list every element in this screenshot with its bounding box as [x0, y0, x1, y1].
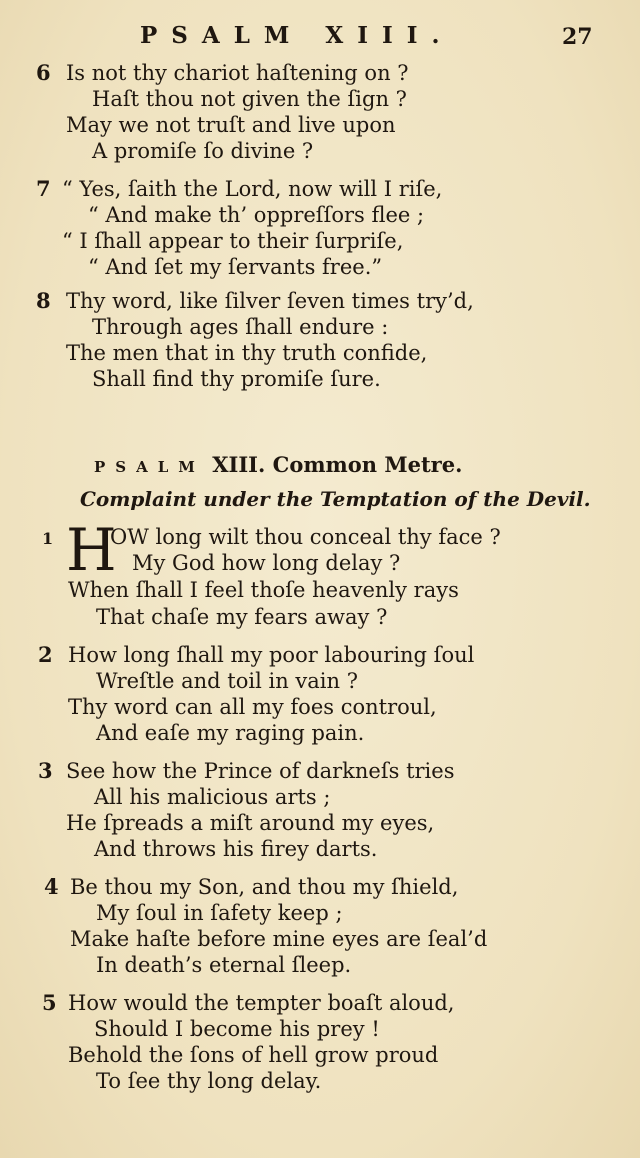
verse-number: 5: [42, 990, 57, 1015]
verse-line: OW long wilt thou conceal thy face ?: [110, 525, 501, 549]
psalm-heading: [94, 452, 462, 477]
psalm-label: PSALM: [94, 458, 205, 476]
verse-line: My God how long delay ?: [132, 551, 401, 575]
drop-cap: H: [66, 516, 117, 584]
verse-line: All his malicious arts ;: [94, 785, 331, 809]
verse-line: Shall find thy promiſe ſure.: [92, 367, 381, 391]
verse-line: Wreſtle and toil in vain ?: [96, 669, 358, 693]
verse-line: “ Yes, ſaith the Lord, now will I riſe,: [62, 177, 443, 201]
verse-line: The men that in thy truth confide,: [66, 341, 428, 365]
psalm-subtitle: Complaint under the Temptation of the Devil.: [80, 487, 591, 511]
verse-number: 6: [36, 60, 51, 85]
verse-line: How would the tempter boaſt aloud,: [68, 991, 455, 1015]
verse-line: A promiſe ſo divine ?: [92, 139, 314, 163]
verse-line: How long ſhall my poor labouring ſoul: [68, 643, 475, 667]
verse-line: And throws his firey darts.: [94, 837, 378, 861]
verse-number: 2: [38, 642, 53, 667]
verse-number: 8: [36, 288, 51, 313]
verse-line: Is not thy chariot haſtening on ?: [66, 61, 409, 85]
verse-line: Thy word, like ſilver ſeven times try’d,: [66, 289, 474, 313]
verse-line: Thy word can all my foes controul,: [68, 695, 437, 719]
verse-line: Behold the ſons of hell grow proud: [68, 1043, 439, 1067]
verse-line: Be thou my Son, and thou my ſhield,: [70, 875, 459, 899]
verse-line: He ſpreads a miſt around my eyes,: [66, 811, 435, 835]
verse-number: 4: [44, 874, 59, 899]
page-number: 27: [562, 24, 593, 50]
verse-line: And eaſe my raging pain.: [96, 721, 365, 745]
verse-line: To ſee thy long delay.: [96, 1069, 322, 1093]
verse-line: “ I ſhall appear to their ſurpriſe,: [62, 229, 404, 253]
verse-line: Haſt thou not given the ſign ?: [92, 87, 407, 111]
verse-line: “ And ſet my ſervants free.”: [88, 255, 383, 279]
verse-number: 1: [42, 529, 54, 548]
verse-number: 3: [38, 758, 53, 783]
verse-line: When ſhall I feel thoſe heavenly rays: [68, 578, 459, 602]
verse-line: My ſoul in ſafety keep ;: [96, 901, 343, 925]
psalm-number: XIII.: [212, 452, 266, 477]
verse-line: Through ages ſhall endure :: [92, 315, 389, 339]
verse-line: See how the Prince of darkneſs tries: [66, 759, 455, 783]
verse-line: Make haſte before mine eyes are ſeal’d: [70, 927, 488, 951]
running-head: PSALM XIII.: [140, 22, 454, 49]
verse-line: That chaſe my fears away ?: [96, 605, 388, 629]
verse-line: May we not truſt and live upon: [66, 113, 396, 137]
verse-line: In death’s eternal ſleep.: [96, 953, 352, 977]
verse-number: 7: [36, 176, 51, 201]
verse-line: Should I become his prey !: [94, 1017, 380, 1041]
verse-line: “ And make th’ oppreſſors flee ;: [88, 203, 425, 227]
psalm-metre: Common Metre.: [272, 452, 463, 477]
